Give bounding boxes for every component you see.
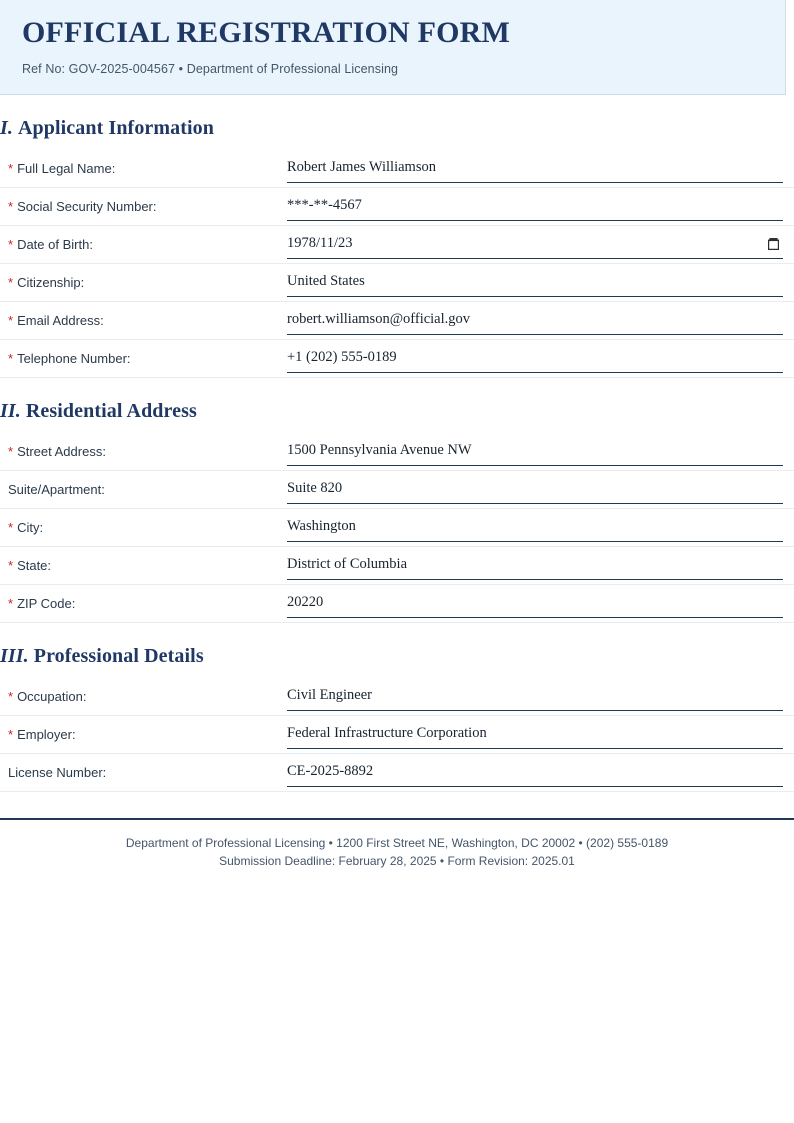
field-row	[0, 188, 794, 226]
required-asterisk: *	[8, 557, 14, 573]
field-label	[0, 689, 287, 704]
field-label-text: Date of Birth:	[17, 236, 93, 252]
field-label	[0, 765, 287, 780]
field-row	[0, 585, 794, 623]
field-row	[0, 433, 794, 471]
field-label-text: Social Security Number:	[17, 198, 157, 214]
field-value-container	[287, 719, 794, 749]
field-input-text[interactable]: ***-**-4567	[287, 191, 783, 221]
field-row	[0, 471, 794, 509]
field-value-container	[287, 550, 794, 580]
field-row	[0, 716, 794, 754]
section-numeral: I.	[0, 116, 13, 139]
field-label	[0, 520, 287, 535]
field-value-container	[287, 757, 794, 787]
field-value-container	[287, 588, 794, 618]
section-heading	[0, 95, 794, 150]
section-title: Residential Address	[25, 399, 197, 422]
field-input-text[interactable]: District of Columbia	[287, 550, 783, 580]
required-asterisk: *	[8, 350, 14, 366]
field-value-container	[287, 305, 794, 335]
field-value-container	[287, 343, 794, 373]
field-label	[0, 237, 287, 252]
field-label-text: Suite/Apartment:	[8, 481, 105, 497]
field-label-text: Citizenship:	[17, 274, 85, 290]
field-label-text: City:	[17, 519, 44, 535]
field-input-text[interactable]: 1500 Pennsylvania Avenue NW	[287, 436, 783, 466]
field-value-container	[287, 153, 794, 183]
form-reference-subtitle: Ref No: GOV-2025-004567 • Department of Professional Licensing	[22, 61, 399, 76]
footer-deadline-line: Submission Deadline: February 28, 2025 • Form Revision: 2025.01	[219, 854, 575, 869]
field-label	[0, 558, 287, 573]
field-input-email[interactable]: robert.williamson@official.gov	[287, 305, 783, 335]
required-asterisk: *	[8, 160, 14, 176]
section-heading	[0, 378, 794, 433]
field-label-text: Employer:	[17, 726, 76, 742]
field-input-text[interactable]: Civil Engineer	[287, 681, 783, 711]
field-label	[0, 199, 287, 214]
field-label-text: Email Address:	[17, 312, 104, 328]
field-value-text: 1978/11/23	[287, 235, 353, 252]
footer-agency-line: Department of Professional Licensing • 1200 First Street NE, Washington, DC 20002 • (202) 555-0189	[125, 835, 669, 850]
field-input-text[interactable]: Suite 820	[287, 474, 783, 504]
field-row	[0, 754, 794, 792]
field-label	[0, 161, 287, 176]
form-header-banner	[0, 0, 786, 95]
form-section	[0, 623, 794, 792]
field-label	[0, 444, 287, 459]
field-label-text: Street Address:	[17, 443, 106, 459]
field-row	[0, 302, 794, 340]
required-asterisk: *	[8, 443, 14, 459]
field-row	[0, 226, 794, 264]
field-value-container	[287, 474, 794, 504]
required-asterisk: *	[8, 595, 14, 611]
section-numeral: II.	[0, 399, 21, 422]
page-title: OFFICIAL REGISTRATION FORM	[22, 16, 511, 49]
field-row	[0, 264, 794, 302]
section-numeral: III.	[0, 644, 29, 667]
required-asterisk: *	[8, 688, 14, 704]
field-value-container	[287, 512, 794, 542]
field-value-container	[287, 681, 794, 711]
field-value-container	[287, 267, 794, 297]
form-section	[0, 378, 794, 623]
field-label	[0, 482, 287, 497]
field-value-container	[287, 229, 794, 259]
required-asterisk: *	[8, 312, 14, 328]
field-label	[0, 727, 287, 742]
field-label-text: Full Legal Name:	[17, 160, 116, 176]
field-input-text[interactable]: Federal Infrastructure Corporation	[287, 719, 783, 749]
field-input-text[interactable]: Washington	[287, 512, 783, 542]
required-asterisk: *	[8, 198, 14, 214]
form-section	[0, 95, 794, 378]
field-row	[0, 340, 794, 378]
required-asterisk: *	[8, 274, 14, 290]
field-input-text[interactable]: Robert James Williamson	[287, 153, 783, 183]
field-label	[0, 596, 287, 611]
field-row	[0, 678, 794, 716]
field-label-text: ZIP Code:	[17, 595, 76, 611]
calendar-icon[interactable]	[768, 238, 779, 250]
field-input-date[interactable]	[287, 229, 783, 259]
field-label-text: Occupation:	[17, 688, 87, 704]
required-asterisk: *	[8, 726, 14, 742]
field-input-text[interactable]: CE-2025-8892	[287, 757, 783, 787]
section-title: Applicant Information	[17, 116, 214, 139]
field-input-tel[interactable]: +1 (202) 555-0189	[287, 343, 783, 373]
field-input-text[interactable]: United States	[287, 267, 783, 297]
field-row	[0, 547, 794, 585]
section-heading	[0, 623, 794, 678]
field-label-text: Telephone Number:	[17, 350, 131, 366]
required-asterisk: *	[8, 236, 14, 252]
field-label	[0, 275, 287, 290]
field-value-container	[287, 436, 794, 466]
section-title: Professional Details	[33, 644, 204, 667]
field-row	[0, 509, 794, 547]
form-footer	[0, 818, 794, 871]
form-sections-container	[0, 95, 794, 792]
field-label	[0, 351, 287, 366]
field-value-container	[287, 191, 794, 221]
field-label-text: State:	[17, 557, 52, 573]
field-label	[0, 313, 287, 328]
field-input-text[interactable]: 20220	[287, 588, 783, 618]
field-row	[0, 150, 794, 188]
field-label-text: License Number:	[8, 764, 107, 780]
required-asterisk: *	[8, 519, 14, 535]
